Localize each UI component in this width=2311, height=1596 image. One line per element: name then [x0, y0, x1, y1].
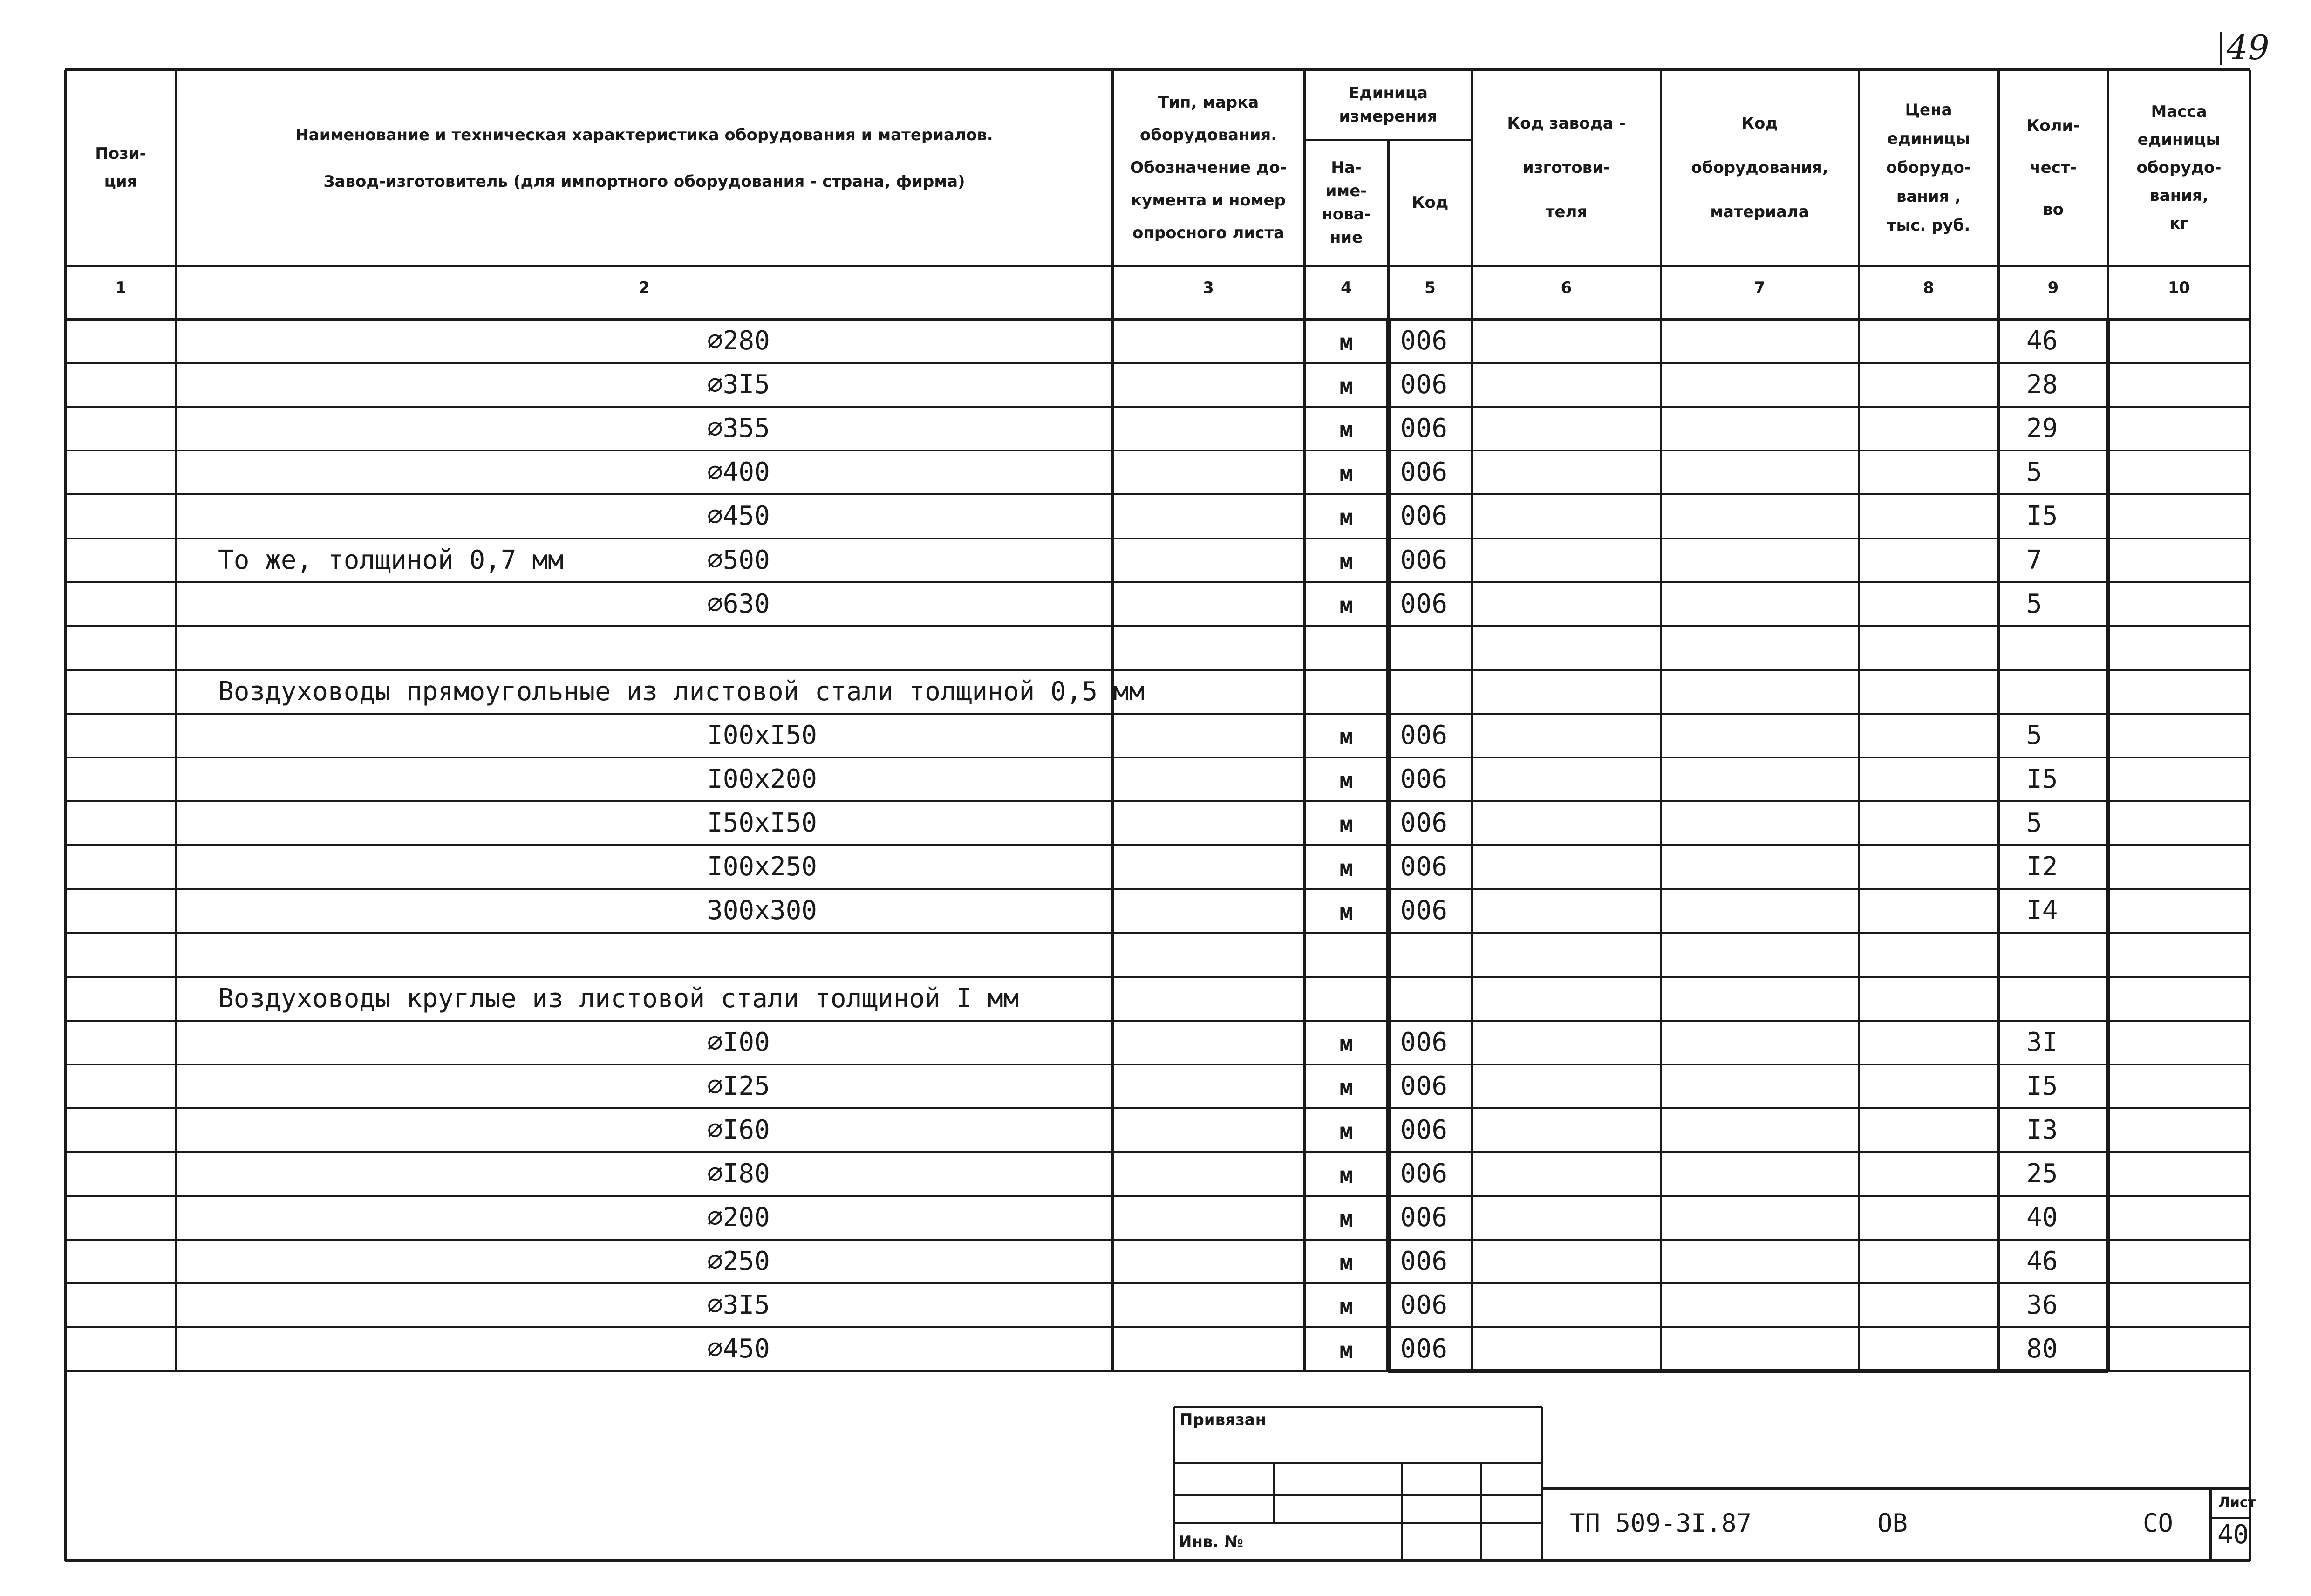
stamp-left-border — [1173, 1407, 1175, 1561]
column-number-10: 10 — [2168, 279, 2190, 297]
header-unit-name — [1304, 156, 1388, 249]
table-row-divider — [65, 713, 2250, 715]
row-unit-code: 006 — [1400, 1334, 1448, 1364]
row-unit: м — [1339, 723, 1353, 750]
row-quantity: 25 — [2026, 1158, 2058, 1189]
row-quantity: 46 — [2026, 326, 2058, 356]
stamp-row-line — [1174, 1522, 1542, 1524]
row-quantity: 80 — [2026, 1334, 2058, 1364]
header-unit-name-line: нова- — [1322, 205, 1371, 224]
header-mass-line: вания, — [2149, 186, 2209, 205]
header-equipment-code-line: оборудования, — [1691, 158, 1828, 177]
header-mass-line: Масса — [2151, 102, 2207, 121]
row-unit: м — [1339, 592, 1353, 619]
table-row-divider — [65, 406, 2250, 408]
column-number-9: 9 — [2047, 279, 2059, 297]
header-quantity-line: Коли- — [2026, 116, 2080, 135]
row-unit-code: 006 — [1400, 1246, 1448, 1277]
row-size: 300x300 — [707, 895, 818, 926]
header-price-line: тыс. руб. — [1887, 216, 1970, 235]
header-type-line: Тип, марка — [1158, 93, 1259, 112]
inventory-number-label: Инв. № — [1179, 1533, 1244, 1551]
row-unit: м — [1339, 1250, 1353, 1276]
row-size: ∅355 — [707, 413, 770, 444]
row-size: I50xI50 — [707, 808, 818, 839]
row-size: I00xI50 — [707, 720, 818, 750]
row-quantity: 3I — [2026, 1027, 2058, 1057]
row-quantity: I3 — [2026, 1114, 2058, 1145]
row-unit: м — [1339, 899, 1353, 926]
table-row-divider — [65, 757, 2250, 758]
row-unit-code: 006 — [1400, 1114, 1448, 1145]
row-size: ∅630 — [707, 588, 770, 619]
row-unit-code: 006 — [1400, 852, 1448, 882]
row-description-text: Воздуховоды прямоугольные из листовой стали толщиной 0,5 мм — [218, 676, 1145, 707]
stamp-top-border — [1174, 1406, 1542, 1408]
row-unit: м — [1339, 505, 1353, 531]
table-row-divider — [65, 1020, 2250, 1022]
column-number-5: 5 — [1425, 279, 1436, 297]
header-unit-group-line: измерения — [1339, 107, 1438, 126]
table-row-divider — [65, 888, 2250, 890]
table-row-divider — [65, 538, 2250, 539]
column-divider-5 — [1471, 70, 1473, 1371]
row-quantity: I4 — [2026, 895, 2058, 926]
row-size: ∅I80 — [707, 1158, 770, 1189]
row-quantity: 28 — [2026, 369, 2058, 400]
row-size: ∅200 — [707, 1202, 770, 1233]
header-name-line: Завод-изготовитель (для импортного оборудования - страна, фирма) — [323, 172, 965, 191]
header-quantity — [1998, 105, 2108, 231]
row-quantity: 29 — [2026, 413, 2058, 444]
header-unit-name-line: име- — [1325, 182, 1367, 200]
row-unit-code: 006 — [1400, 545, 1448, 575]
row-unit-code: 006 — [1400, 1290, 1448, 1321]
row-size: I00x200 — [707, 764, 818, 794]
row-quantity: I5 — [2026, 1071, 2058, 1101]
sheet-box-border — [2209, 1488, 2212, 1561]
table-row-divider — [65, 844, 2250, 846]
row-unit: м — [1339, 1118, 1353, 1145]
handwritten-page-number: 49 — [2227, 28, 2270, 67]
row-unit: м — [1339, 1337, 1353, 1364]
header-type-line: опросного листа — [1132, 224, 1285, 242]
header-unit-code — [1388, 191, 1472, 214]
column-divider-1 — [175, 70, 177, 1371]
row-unit: м — [1339, 1206, 1353, 1232]
row-unit: м — [1339, 1162, 1353, 1188]
row-unit-code: 006 — [1400, 369, 1448, 400]
header-mass-line: кг — [2169, 214, 2188, 233]
table-row-divider — [65, 1064, 2250, 1065]
page-number-bar — [2220, 32, 2222, 65]
row-quantity: I5 — [2026, 764, 2058, 794]
header-unit-code-line: Код — [1411, 193, 1449, 212]
row-unit: м — [1339, 768, 1353, 794]
header-price-line: единицы — [1887, 130, 1970, 148]
row-unit-code: 006 — [1400, 413, 1448, 444]
header-position-line: Пози- — [95, 144, 146, 163]
table-body-bottom — [65, 1370, 2250, 1372]
row-unit-code: 006 — [1400, 457, 1448, 488]
row-size: ∅3I5 — [707, 369, 770, 400]
row-size: ∅400 — [707, 457, 770, 488]
document-mark: ОВ — [1877, 1508, 1908, 1538]
header-type — [1112, 86, 1304, 249]
row-unit-code: 006 — [1400, 764, 1448, 794]
header-type-line: оборудования. — [1139, 126, 1277, 144]
row-unit: м — [1339, 373, 1353, 400]
document-section: СО — [2143, 1508, 2174, 1538]
row-size: ∅3I5 — [707, 1290, 770, 1321]
column-divider-8 — [1997, 70, 2000, 1371]
row-size: ∅I25 — [707, 1071, 770, 1101]
row-unit-code: 006 — [1400, 1027, 1448, 1057]
table-row-divider — [65, 581, 2250, 583]
row-size: ∅I00 — [707, 1027, 770, 1057]
table-row-divider — [65, 1239, 2250, 1241]
table-row-divider — [65, 493, 2250, 495]
row-description-text: Воздуховоды круглые из листовой стали толщиной I мм — [218, 983, 1019, 1014]
table-row-divider — [65, 1195, 2250, 1197]
row-unit: м — [1339, 1294, 1353, 1320]
table-row-divider — [65, 362, 2250, 364]
header-price-line: Цена — [1905, 101, 1952, 119]
table-row-divider — [65, 625, 2250, 627]
row-quantity: 7 — [2026, 545, 2042, 575]
stamp-cell-divider — [1273, 1463, 1275, 1523]
column-numbers-bottom-border — [65, 318, 2250, 321]
row-unit-code: 006 — [1400, 1202, 1448, 1233]
header-type-line: Обозначение до- — [1130, 158, 1287, 177]
row-size: I00x250 — [707, 852, 818, 882]
table-row-divider — [65, 932, 2250, 934]
header-equipment-code — [1661, 102, 1859, 234]
row-unit: м — [1339, 1030, 1353, 1057]
table-row-divider — [65, 450, 2250, 451]
header-price — [1859, 95, 1998, 240]
table-row-divider — [65, 1326, 2250, 1328]
sheet-label: Лист — [2218, 1494, 2256, 1511]
header-name-line: Наименование и техническая характеристика оборудования и материалов. — [295, 126, 993, 144]
header-factory-code-line: теля — [1545, 202, 1588, 221]
header-position — [65, 140, 176, 196]
header-price-line: оборудо- — [1886, 158, 1971, 177]
header-unit-group — [1304, 82, 1472, 128]
row-description-text: То же, толщиной 0,7 мм — [218, 545, 564, 575]
column-number-7: 7 — [1754, 279, 1766, 297]
header-price-line: вания , — [1896, 187, 1961, 206]
header-position-line: ция — [104, 172, 137, 191]
column-divider-6 — [1660, 70, 1662, 1371]
row-quantity: 36 — [2026, 1290, 2058, 1321]
row-quantity: 5 — [2026, 808, 2042, 839]
header-factory-code-line: Код завода - — [1507, 114, 1626, 133]
row-unit: м — [1339, 548, 1353, 575]
row-unit-code: 006 — [1400, 1158, 1448, 1189]
stamp-cell-divider — [1401, 1463, 1403, 1561]
header-unit-name-line: На- — [1331, 158, 1362, 177]
row-quantity: 5 — [2026, 588, 2042, 619]
column-divider-2 — [1111, 70, 1114, 1371]
row-unit-code: 006 — [1400, 808, 1448, 839]
table-row-divider — [65, 800, 2250, 802]
row-unit: м — [1339, 461, 1353, 487]
row-unit: м — [1339, 855, 1353, 882]
row-size: ∅280 — [707, 326, 770, 356]
row-size: ∅450 — [707, 501, 770, 532]
header-unit-name-line: ние — [1329, 228, 1363, 247]
page-bottom-border — [65, 1559, 2250, 1562]
column-number-6: 6 — [1561, 279, 1572, 297]
sheet-number: 40 — [2217, 1520, 2249, 1550]
table-row-divider — [65, 1151, 2250, 1153]
header-mass-line: единицы — [2137, 130, 2221, 149]
row-size: ∅500 — [707, 545, 770, 575]
column-number-2: 2 — [639, 279, 650, 297]
header-bottom-border — [65, 265, 2250, 267]
header-equipment-code-line: Код — [1741, 114, 1778, 133]
row-quantity: I5 — [2026, 501, 2058, 532]
row-unit: м — [1339, 417, 1353, 443]
table-row-divider — [65, 1107, 2250, 1109]
row-quantity: 5 — [2026, 720, 2042, 750]
row-unit: м — [1339, 1074, 1353, 1101]
table-row-divider — [65, 976, 2250, 978]
stamp-row-line — [1174, 1494, 1542, 1496]
title-block-top-border — [1542, 1487, 2250, 1490]
row-size: ∅450 — [707, 1334, 770, 1364]
row-unit: м — [1339, 329, 1353, 355]
row-unit-code: 006 — [1400, 720, 1448, 750]
stamp-middle-border — [1541, 1407, 1543, 1561]
row-unit: м — [1339, 812, 1353, 838]
column-number-4: 4 — [1341, 279, 1352, 297]
stamp-cell-divider — [1480, 1463, 1482, 1561]
row-unit-code: 006 — [1400, 1071, 1448, 1101]
header-quantity-line: во — [2043, 200, 2064, 219]
stamp-row-line — [1174, 1462, 1542, 1464]
header-unit-group-line: Единица — [1349, 84, 1428, 102]
row-quantity: 5 — [2026, 457, 2042, 488]
header-quantity-line: чест- — [2030, 158, 2077, 177]
row-size: ∅250 — [707, 1246, 770, 1277]
row-unit-code: 006 — [1400, 326, 1448, 356]
column-number-8: 8 — [1923, 279, 1934, 297]
column-number-1: 1 — [115, 279, 126, 297]
row-unit-code: 006 — [1400, 501, 1448, 532]
table-top-border — [65, 68, 2250, 71]
row-size: ∅I60 — [707, 1114, 770, 1145]
header-equipment-code-line: материала — [1710, 202, 1809, 221]
header-mass — [2108, 98, 2250, 238]
bound-label: Привязан — [1179, 1411, 1267, 1429]
header-factory-code — [1472, 102, 1661, 234]
row-quantity: 40 — [2026, 1202, 2058, 1233]
header-type-line: кумента и номер — [1131, 191, 1286, 210]
row-quantity: I2 — [2026, 852, 2058, 882]
row-unit-code: 006 — [1400, 895, 1448, 926]
column-divider-7 — [1858, 70, 1860, 1371]
row-quantity: 46 — [2026, 1246, 2058, 1277]
row-unit-code: 006 — [1400, 588, 1448, 619]
column-number-3: 3 — [1203, 279, 1214, 297]
header-name — [176, 112, 1112, 205]
header-mass-line: оборудо- — [2136, 158, 2222, 177]
header-factory-code-line: изготови- — [1522, 158, 1610, 177]
table-row-divider — [65, 1282, 2250, 1284]
document-code: ТП 509-3I.87 — [1570, 1508, 1752, 1538]
table-row-divider — [65, 669, 2250, 671]
sheet-label-divider — [2210, 1517, 2250, 1519]
